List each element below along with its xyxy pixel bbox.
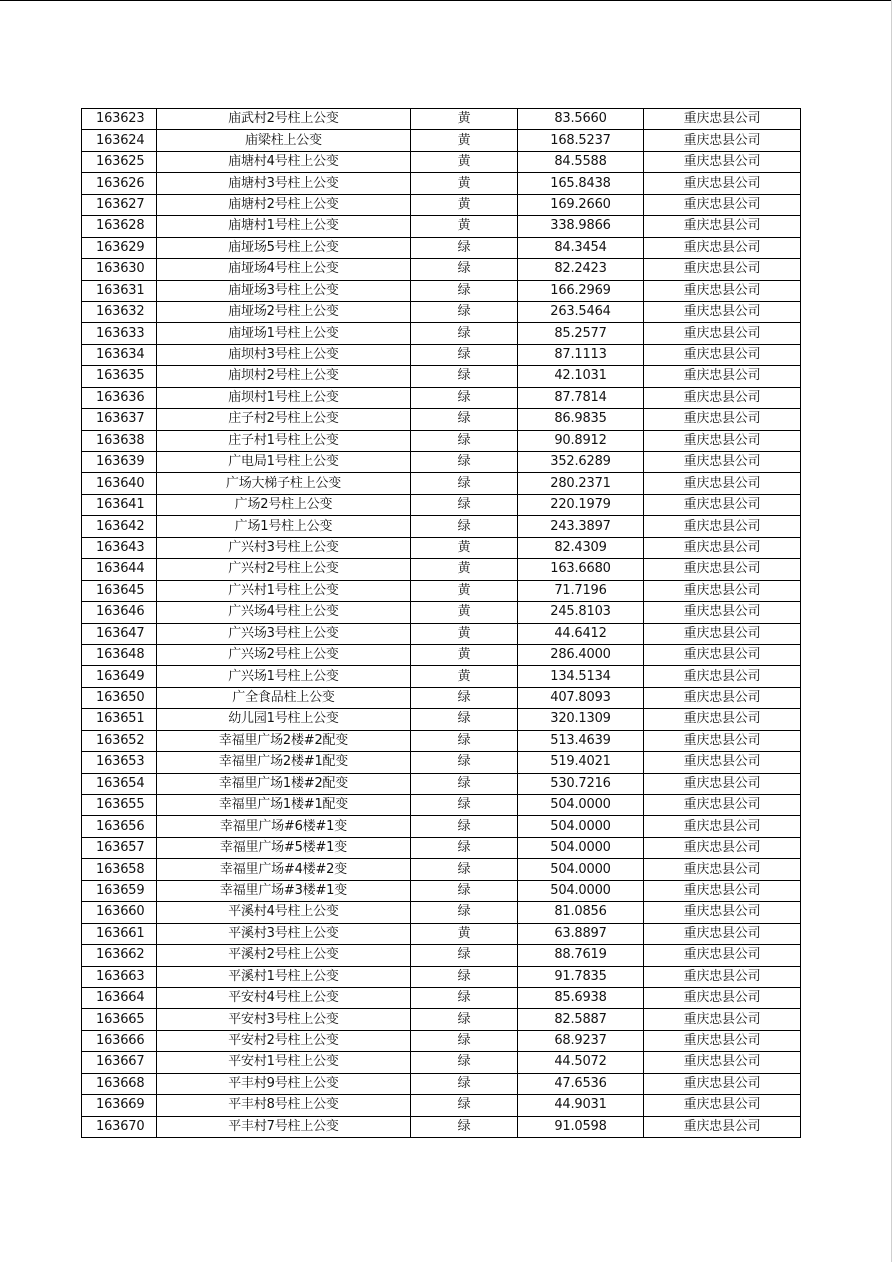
cell-status-color: 绿 [411,473,518,494]
cell-id: 163662 [82,945,157,966]
cell-value: 85.2577 [518,323,644,344]
cell-id: 163670 [82,1116,157,1137]
table-row [82,323,801,344]
cell-transformer-name: 平丰村8号柱上公变 [157,1095,411,1116]
cell-transformer-name: 幼儿园1号柱上公变 [157,709,411,730]
cell-transformer-name: 庄子村2号柱上公变 [157,409,411,430]
cell-company: 重庆忠县公司 [644,880,801,901]
cell-value: 407.8093 [518,687,644,708]
cell-id: 163627 [82,194,157,215]
table-row [82,109,801,130]
cell-company: 重庆忠县公司 [644,709,801,730]
table-row [82,173,801,194]
cell-transformer-name: 幸福里广场2楼#2配变 [157,730,411,751]
cell-transformer-name: 平溪村2号柱上公变 [157,945,411,966]
cell-company: 重庆忠县公司 [644,902,801,923]
cell-value: 245.8103 [518,602,644,623]
cell-transformer-name: 幸福里广场1楼#2配变 [157,773,411,794]
cell-transformer-name: 广兴村2号柱上公变 [157,559,411,580]
cell-transformer-name: 广场2号柱上公变 [157,494,411,515]
cell-status-color: 绿 [411,1009,518,1030]
cell-value: 87.7814 [518,387,644,408]
table-row [82,237,801,258]
cell-company: 重庆忠县公司 [644,773,801,794]
cell-transformer-name: 庙垭场4号柱上公变 [157,259,411,280]
cell-value: 86.9835 [518,409,644,430]
cell-status-color: 黄 [411,644,518,665]
cell-status-color: 绿 [411,752,518,773]
cell-company: 重庆忠县公司 [644,1116,801,1137]
cell-transformer-name: 平安村4号柱上公变 [157,987,411,1008]
cell-status-color: 绿 [411,966,518,987]
cell-company: 重庆忠县公司 [644,473,801,494]
cell-transformer-name: 庙垭场2号柱上公变 [157,301,411,322]
cell-id: 163624 [82,130,157,151]
cell-status-color: 黄 [411,666,518,687]
cell-value: 530.7216 [518,773,644,794]
cell-id: 163646 [82,602,157,623]
cell-status-color: 绿 [411,795,518,816]
table-row [82,301,801,322]
cell-transformer-name: 庙塘村3号柱上公变 [157,173,411,194]
cell-status-color: 绿 [411,837,518,858]
cell-id: 163643 [82,537,157,558]
cell-transformer-name: 平丰村9号柱上公变 [157,1073,411,1094]
cell-id: 163636 [82,387,157,408]
table-row [82,580,801,601]
cell-company: 重庆忠县公司 [644,323,801,344]
cell-company: 重庆忠县公司 [644,923,801,944]
cell-value: 163.6680 [518,559,644,580]
cell-value: 134.5134 [518,666,644,687]
table-row [82,516,801,537]
cell-id: 163625 [82,151,157,172]
table-row [82,687,801,708]
table-row [82,259,801,280]
cell-status-color: 黄 [411,173,518,194]
cell-company: 重庆忠县公司 [644,237,801,258]
cell-id: 163633 [82,323,157,344]
cell-value: 82.4309 [518,537,644,558]
cell-id: 163650 [82,687,157,708]
cell-value: 44.5072 [518,1052,644,1073]
cell-id: 163653 [82,752,157,773]
cell-company: 重庆忠县公司 [644,173,801,194]
transformer-table [81,108,801,1138]
cell-value: 168.5237 [518,130,644,151]
cell-value: 71.7196 [518,580,644,601]
cell-transformer-name: 庙梁柱上公变 [157,130,411,151]
cell-status-color: 绿 [411,1116,518,1137]
cell-transformer-name: 庙塘村4号柱上公变 [157,151,411,172]
cell-transformer-name: 广全食品柱上公变 [157,687,411,708]
cell-id: 163665 [82,1009,157,1030]
cell-value: 85.6938 [518,987,644,1008]
table-row [82,130,801,151]
table-row [82,559,801,580]
cell-value: 83.5660 [518,109,644,130]
cell-transformer-name: 幸福里广场#6楼#1变 [157,816,411,837]
cell-id: 163652 [82,730,157,751]
cell-company: 重庆忠县公司 [644,409,801,430]
cell-value: 504.0000 [518,795,644,816]
cell-company: 重庆忠县公司 [644,216,801,237]
cell-company: 重庆忠县公司 [644,859,801,880]
cell-id: 163668 [82,1073,157,1094]
table-row [82,773,801,794]
cell-id: 163645 [82,580,157,601]
cell-id: 163634 [82,344,157,365]
cell-status-color: 绿 [411,773,518,794]
cell-value: 90.8912 [518,430,644,451]
cell-transformer-name: 广兴场3号柱上公变 [157,623,411,644]
cell-status-color: 绿 [411,945,518,966]
cell-id: 163655 [82,795,157,816]
cell-status-color: 黄 [411,580,518,601]
cell-transformer-name: 庙武村2号柱上公变 [157,109,411,130]
cell-id: 163629 [82,237,157,258]
cell-id: 163644 [82,559,157,580]
cell-transformer-name: 广兴村1号柱上公变 [157,580,411,601]
cell-status-color: 绿 [411,280,518,301]
table-row [82,730,801,751]
cell-id: 163637 [82,409,157,430]
cell-transformer-name: 幸福里广场#4楼#2变 [157,859,411,880]
table-row [82,366,801,387]
cell-transformer-name: 庙坝村1号柱上公变 [157,387,411,408]
cell-company: 重庆忠县公司 [644,1009,801,1030]
cell-value: 280.2371 [518,473,644,494]
cell-value: 44.9031 [518,1095,644,1116]
cell-company: 重庆忠县公司 [644,109,801,130]
cell-value: 504.0000 [518,859,644,880]
cell-transformer-name: 平安村1号柱上公变 [157,1052,411,1073]
cell-id: 163641 [82,494,157,515]
cell-company: 重庆忠县公司 [644,344,801,365]
cell-id: 163664 [82,987,157,1008]
table-row [82,430,801,451]
cell-transformer-name: 平安村3号柱上公变 [157,1009,411,1030]
cell-transformer-name: 庄子村1号柱上公变 [157,430,411,451]
table-row [82,1095,801,1116]
cell-status-color: 绿 [411,880,518,901]
cell-company: 重庆忠县公司 [644,516,801,537]
table-row [82,644,801,665]
table-row [82,387,801,408]
table-row [82,795,801,816]
cell-value: 504.0000 [518,837,644,858]
cell-transformer-name: 幸福里广场#3楼#1变 [157,880,411,901]
cell-company: 重庆忠县公司 [644,945,801,966]
cell-status-color: 绿 [411,687,518,708]
cell-id: 163639 [82,452,157,473]
cell-status-color: 绿 [411,1073,518,1094]
table-row [82,151,801,172]
cell-value: 82.5887 [518,1009,644,1030]
cell-transformer-name: 广兴场1号柱上公变 [157,666,411,687]
cell-status-color: 绿 [411,387,518,408]
cell-company: 重庆忠县公司 [644,1030,801,1051]
cell-status-color: 绿 [411,323,518,344]
cell-id: 163648 [82,644,157,665]
cell-company: 重庆忠县公司 [644,194,801,215]
cell-id: 163666 [82,1030,157,1051]
cell-status-color: 绿 [411,1095,518,1116]
cell-company: 重庆忠县公司 [644,151,801,172]
cell-id: 163656 [82,816,157,837]
cell-status-color: 绿 [411,516,518,537]
cell-company: 重庆忠县公司 [644,752,801,773]
cell-value: 352.6289 [518,452,644,473]
cell-id: 163647 [82,623,157,644]
cell-status-color: 绿 [411,494,518,515]
cell-value: 47.6536 [518,1073,644,1094]
cell-company: 重庆忠县公司 [644,644,801,665]
cell-transformer-name: 幸福里广场1楼#1配变 [157,795,411,816]
cell-id: 163659 [82,880,157,901]
cell-value: 243.3897 [518,516,644,537]
cell-id: 163649 [82,666,157,687]
cell-value: 166.2969 [518,280,644,301]
table-row [82,280,801,301]
cell-id: 163632 [82,301,157,322]
cell-transformer-name: 庙塘村2号柱上公变 [157,194,411,215]
cell-transformer-name: 庙垭场5号柱上公变 [157,237,411,258]
cell-value: 68.9237 [518,1030,644,1051]
cell-transformer-name: 广兴村3号柱上公变 [157,537,411,558]
cell-company: 重庆忠县公司 [644,1073,801,1094]
cell-transformer-name: 平丰村7号柱上公变 [157,1116,411,1137]
cell-company: 重庆忠县公司 [644,837,801,858]
cell-value: 513.4639 [518,730,644,751]
cell-company: 重庆忠县公司 [644,687,801,708]
cell-transformer-name: 庙塘村1号柱上公变 [157,216,411,237]
cell-transformer-name: 广电局1号柱上公变 [157,452,411,473]
table-row [82,880,801,901]
cell-status-color: 绿 [411,452,518,473]
table-row [82,837,801,858]
cell-value: 63.8897 [518,923,644,944]
cell-id: 163626 [82,173,157,194]
table-row [82,987,801,1008]
cell-company: 重庆忠县公司 [644,387,801,408]
cell-company: 重庆忠县公司 [644,602,801,623]
cell-value: 519.4021 [518,752,644,773]
cell-company: 重庆忠县公司 [644,559,801,580]
page-top-border [0,0,892,1]
table-row [82,1030,801,1051]
cell-value: 44.6412 [518,623,644,644]
cell-status-color: 黄 [411,109,518,130]
cell-transformer-name: 广场大梯子柱上公变 [157,473,411,494]
cell-value: 504.0000 [518,816,644,837]
table-row [82,1073,801,1094]
cell-transformer-name: 平安村2号柱上公变 [157,1030,411,1051]
table-row [82,902,801,923]
cell-company: 重庆忠县公司 [644,795,801,816]
cell-value: 87.1113 [518,344,644,365]
cell-company: 重庆忠县公司 [644,816,801,837]
cell-status-color: 黄 [411,194,518,215]
table-row [82,623,801,644]
cell-id: 163628 [82,216,157,237]
cell-status-color: 黄 [411,623,518,644]
cell-status-color: 绿 [411,987,518,1008]
table-row [82,752,801,773]
cell-company: 重庆忠县公司 [644,301,801,322]
cell-status-color: 绿 [411,301,518,322]
cell-status-color: 绿 [411,430,518,451]
cell-company: 重庆忠县公司 [644,1052,801,1073]
cell-id: 163635 [82,366,157,387]
cell-value: 504.0000 [518,880,644,901]
cell-status-color: 绿 [411,237,518,258]
cell-company: 重庆忠县公司 [644,966,801,987]
cell-status-color: 绿 [411,259,518,280]
table-row [82,923,801,944]
cell-transformer-name: 幸福里广场2楼#1配变 [157,752,411,773]
table-row [82,216,801,237]
cell-status-color: 黄 [411,537,518,558]
cell-status-color: 黄 [411,602,518,623]
cell-company: 重庆忠县公司 [644,987,801,1008]
table-row [82,709,801,730]
table-row [82,409,801,430]
cell-company: 重庆忠县公司 [644,280,801,301]
table-row [82,602,801,623]
table-row [82,945,801,966]
cell-value: 81.0856 [518,902,644,923]
cell-id: 163623 [82,109,157,130]
table-row [82,966,801,987]
cell-id: 163642 [82,516,157,537]
cell-company: 重庆忠县公司 [644,494,801,515]
cell-value: 320.1309 [518,709,644,730]
cell-value: 42.1031 [518,366,644,387]
cell-transformer-name: 广场1号柱上公变 [157,516,411,537]
cell-status-color: 绿 [411,709,518,730]
cell-value: 338.9866 [518,216,644,237]
cell-id: 163657 [82,837,157,858]
cell-status-color: 绿 [411,1030,518,1051]
table-row [82,816,801,837]
cell-id: 163630 [82,259,157,280]
cell-id: 163667 [82,1052,157,1073]
cell-value: 220.1979 [518,494,644,515]
cell-company: 重庆忠县公司 [644,366,801,387]
cell-status-color: 绿 [411,366,518,387]
cell-status-color: 绿 [411,859,518,880]
table-row [82,537,801,558]
cell-transformer-name: 庙坝村2号柱上公变 [157,366,411,387]
table-row [82,1009,801,1030]
cell-company: 重庆忠县公司 [644,537,801,558]
cell-transformer-name: 平溪村1号柱上公变 [157,966,411,987]
cell-status-color: 绿 [411,730,518,751]
cell-status-color: 黄 [411,923,518,944]
cell-transformer-name: 平溪村3号柱上公变 [157,923,411,944]
cell-value: 84.3454 [518,237,644,258]
table-row [82,452,801,473]
cell-transformer-name: 庙坝村3号柱上公变 [157,344,411,365]
table-row [82,494,801,515]
cell-status-color: 黄 [411,151,518,172]
cell-company: 重庆忠县公司 [644,623,801,644]
cell-status-color: 黄 [411,216,518,237]
cell-id: 163661 [82,923,157,944]
cell-value: 165.8438 [518,173,644,194]
cell-id: 163663 [82,966,157,987]
cell-status-color: 黄 [411,559,518,580]
cell-transformer-name: 广兴场4号柱上公变 [157,602,411,623]
cell-value: 91.7835 [518,966,644,987]
cell-transformer-name: 庙垭场1号柱上公变 [157,323,411,344]
cell-id: 163631 [82,280,157,301]
cell-value: 263.5464 [518,301,644,322]
table-row [82,666,801,687]
cell-company: 重庆忠县公司 [644,1095,801,1116]
table-body [82,109,801,1138]
cell-transformer-name: 庙垭场3号柱上公变 [157,280,411,301]
cell-company: 重庆忠县公司 [644,730,801,751]
cell-id: 163669 [82,1095,157,1116]
cell-status-color: 绿 [411,344,518,365]
cell-company: 重庆忠县公司 [644,580,801,601]
cell-company: 重庆忠县公司 [644,259,801,280]
cell-status-color: 绿 [411,1052,518,1073]
cell-company: 重庆忠县公司 [644,452,801,473]
cell-id: 163640 [82,473,157,494]
cell-company: 重庆忠县公司 [644,130,801,151]
cell-transformer-name: 幸福里广场#5楼#1变 [157,837,411,858]
table-row [82,194,801,215]
cell-id: 163660 [82,902,157,923]
table-row [82,1052,801,1073]
cell-value: 84.5588 [518,151,644,172]
cell-id: 163638 [82,430,157,451]
cell-value: 169.2660 [518,194,644,215]
cell-value: 286.4000 [518,644,644,665]
table-row [82,1116,801,1137]
table-row [82,473,801,494]
cell-company: 重庆忠县公司 [644,430,801,451]
cell-status-color: 黄 [411,130,518,151]
cell-value: 82.2423 [518,259,644,280]
cell-value: 91.0598 [518,1116,644,1137]
table-row [82,859,801,880]
cell-status-color: 绿 [411,816,518,837]
cell-id: 163654 [82,773,157,794]
cell-status-color: 绿 [411,902,518,923]
cell-value: 88.7619 [518,945,644,966]
cell-company: 重庆忠县公司 [644,666,801,687]
cell-id: 163651 [82,709,157,730]
table-row [82,344,801,365]
cell-transformer-name: 平溪村4号柱上公变 [157,902,411,923]
cell-transformer-name: 广兴场2号柱上公变 [157,644,411,665]
cell-status-color: 绿 [411,409,518,430]
cell-id: 163658 [82,859,157,880]
